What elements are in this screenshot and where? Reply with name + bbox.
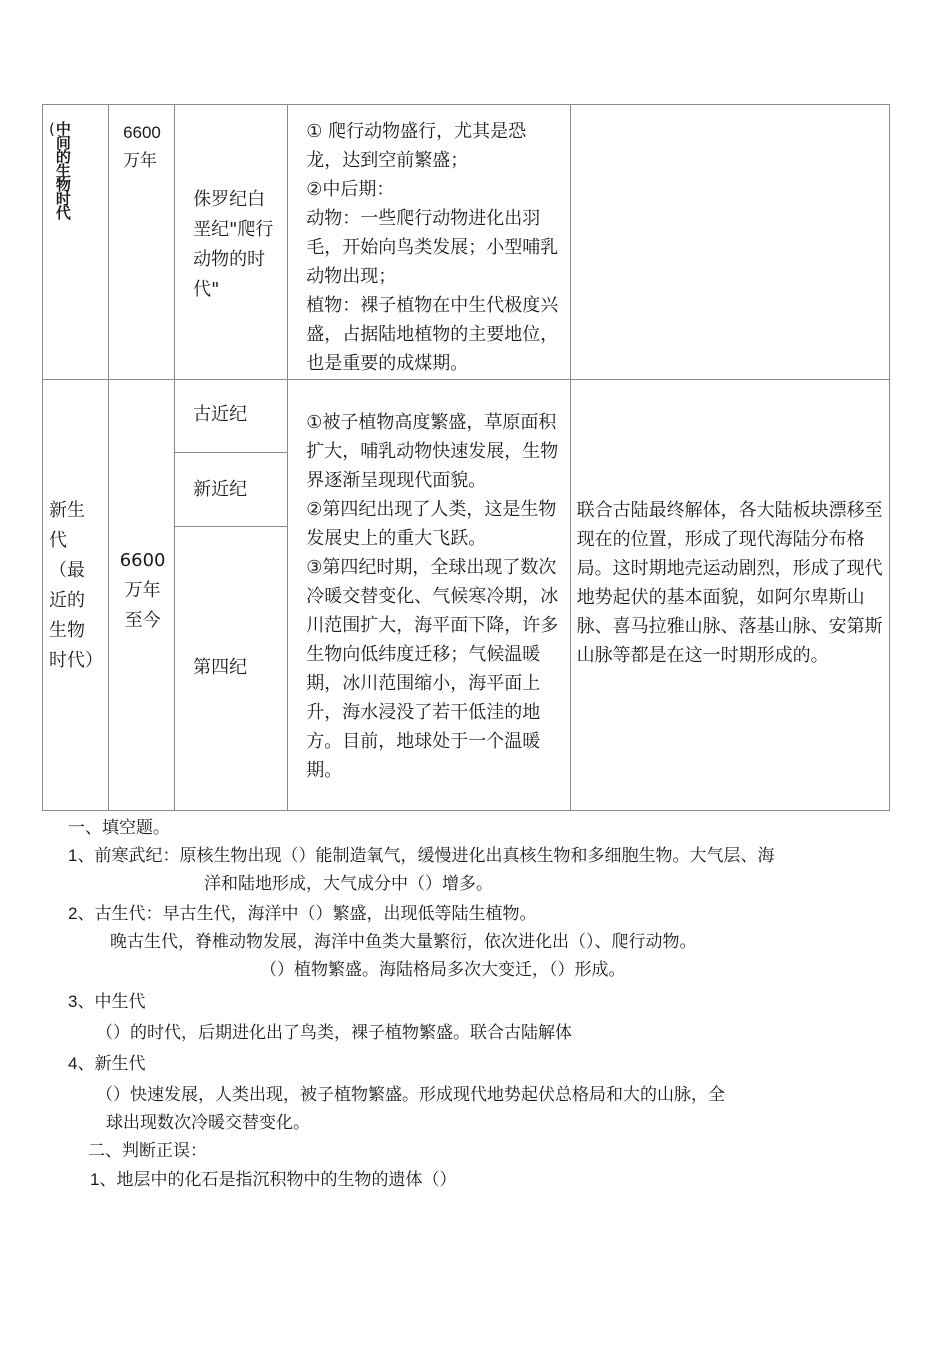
question-number: 2、: [68, 904, 95, 923]
section-fill-blanks-heading: 一、填空题。: [68, 818, 170, 838]
era-name-cenozoic: 新生代（最近的生物时代）: [49, 500, 103, 671]
geo-desc-cell-mesozoic: [570, 105, 889, 380]
question-text: 新生代: [94, 1054, 146, 1074]
period-jurassic-cretaceous: 侏罗纪白垩纪"爬行动物的时代": [193, 189, 274, 300]
period-quaternary: 第四纪: [193, 657, 248, 678]
bio-desc-line-2: ②中后期：: [306, 179, 395, 200]
period-paleogene-cell: [175, 380, 287, 453]
era-prefix: (: [49, 120, 55, 138]
question-3-line-1: [68, 988, 145, 1016]
bio-desc-line-1: ① 爬行动物盛行，尤其是恐龙，达到空前繁盛；: [306, 121, 527, 171]
bio-desc-line-4: 植物：裸子植物在中生代极度兴盛，占据陆地植物的主要地位，也是重要的成煤期。: [306, 295, 559, 374]
question-3-line-2: （）的时代，后期进化出了鸟类，裸子植物繁盛。联合古陆解体: [96, 1023, 572, 1043]
bio-desc-line-3: 动物：一些爬行动物进化出羽毛，开始向鸟类发展；小型哺乳动物出现；: [306, 208, 559, 287]
question-text: 前寒武纪：原核生物出现（）能制造氧气，缓慢进化出真核生物和多细胞生物。大气层、海: [94, 846, 775, 866]
question-number: 1、: [68, 846, 95, 865]
bio-desc-cell-cenozoic: [288, 380, 570, 811]
question-1-line-1: [68, 842, 774, 870]
judge-1: [90, 1166, 456, 1194]
period-neogene: 新近纪: [193, 479, 248, 500]
years-number: 6600: [123, 123, 161, 142]
question-4-line-3: 球出现数次冷暖交替变化。: [106, 1113, 310, 1133]
question-4-line-1: [68, 1050, 145, 1078]
geo-desc-cenozoic: 联合古陆最终解体，各大陆板块漂移至现在的位置，形成了现代海陆分布格局。这时期地壳运动剧烈，形成了现代地势起伏的基本面貌，如阿尔卑斯山脉、喜马拉雅山脉、落基山脉、安第斯山脉等都是在这一时期形成的。: [576, 500, 883, 666]
question-number: 3、: [68, 992, 95, 1011]
years-cell-cenozoic: [109, 380, 175, 811]
question-text: 中生代: [94, 992, 146, 1012]
question-number: 1、: [90, 1170, 117, 1189]
years-cenozoic: 6600万年至今: [119, 550, 166, 631]
question-number: 4、: [68, 1054, 95, 1073]
bio-desc-line-3: ③第四纪时期，全球出现了数次冷暖交替变化、气候寒冷期，冰川范围扩大，海平面下降，许多生物向低纬度迁移；气候温暖期，冰川范围缩小，海平面上升，海水浸没了若干低洼的地方。目前，地球处于一个温暖期。: [306, 557, 559, 781]
bio-desc-line-1: ①被子植物高度繁盛，草原面积扩大，哺乳动物快速发展，生物界逐渐呈现现代面貌。: [306, 412, 559, 491]
years-cell-mesozoic: [109, 105, 175, 380]
question-4-line-2: （）快速发展，人类出现，被子植物繁盛。形成现代地势起伏总格局和大的山脉，全: [96, 1085, 725, 1105]
question-2-line-2: 晚古生代，脊椎动物发展，海洋中鱼类大量繁衍，依次进化出（）、爬行动物。: [110, 932, 697, 952]
periods-cell-cenozoic: [175, 380, 288, 811]
period-quaternary-cell: [175, 527, 287, 810]
geo-desc-cell-cenozoic: [570, 380, 889, 811]
era-name-mesozoic: 中间的生物时代: [53, 121, 72, 219]
geologic-era-table: [42, 104, 890, 811]
question-text: 地层中的化石是指沉积物中的生物的遗体（）: [116, 1170, 457, 1190]
question-2-line-1: [68, 900, 536, 928]
era-cell-mesozoic: [43, 105, 109, 380]
period-paleogene: 古近纪: [193, 404, 248, 425]
period-neogene-cell: [175, 453, 287, 527]
period-cell-jurassic-cretaceous: [175, 105, 288, 380]
section-true-false-heading: 二、判断正误：: [88, 1141, 207, 1161]
era-cell-cenozoic: [43, 380, 109, 811]
question-1-line-2: 洋和陆地形成，大气成分中（）增多。: [204, 874, 493, 894]
bio-desc-line-2: ②第四纪出现了人类，这是生物发展史上的重大飞跃。: [306, 499, 557, 549]
question-text: 古生代：早古生代，海洋中（）繁盛，出现低等陆生植物。: [94, 904, 537, 924]
question-2-line-3: （）植物繁盛。海陆格局多次大变迁，（）形成。: [260, 960, 626, 980]
years-unit: 万年: [123, 151, 158, 170]
bio-desc-cell-mesozoic: [288, 105, 570, 380]
